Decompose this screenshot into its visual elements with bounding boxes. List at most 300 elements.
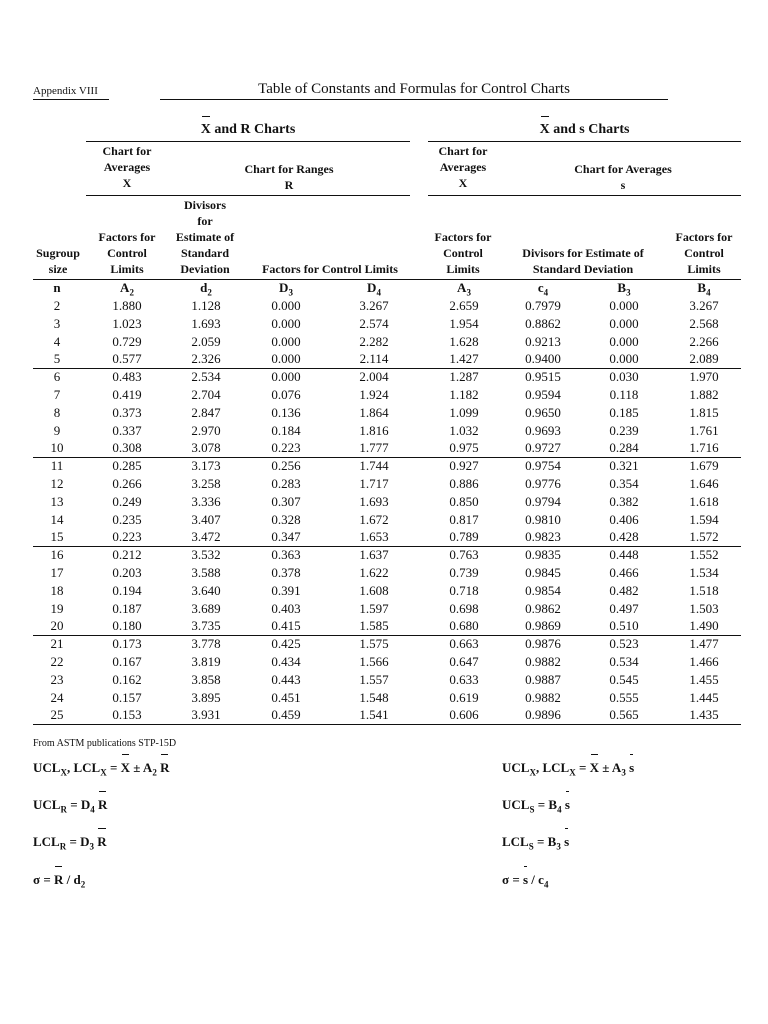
formula-part: ± A [599,760,622,775]
cell-a3: 0.886 [449,476,479,491]
cell-a2: 0.729 [112,333,142,349]
cell-d2: 2.847 [191,404,221,420]
cell-d3: 0.363 [271,547,301,563]
cell-d2: 2.704 [191,387,221,402]
cell-n: 23 [50,671,64,687]
symbol-c4 [503,280,583,298]
title-underline [160,99,668,100]
symbol-subscript: 3 [288,287,293,298]
cell-n: 13 [50,493,64,509]
header-factors-control-limits: Factors for Control Limits [262,262,398,276]
table-row [33,316,741,334]
header-line: Divisors [184,198,226,212]
cell-b3: 0.000 [609,351,639,367]
symbol-letter: A [120,280,130,295]
cell-c4: 0.9854 [525,582,561,598]
cell-d3: 0.434 [271,654,301,669]
cell-d2: 3.858 [191,671,221,687]
cell-b3: 0.482 [609,582,639,598]
cell-c4: 0.9823 [525,529,561,545]
cell-d2: 1.128 [191,298,221,313]
cell-b4: 1.618 [689,493,719,509]
cell-a2: 0.337 [112,422,142,438]
header-line: Control [443,246,483,260]
header-factors-a2 [86,229,168,277]
header-line: Chart for [102,144,152,158]
cell-a2: 0.203 [112,565,142,580]
cell-d4: 2.282 [359,333,389,349]
formula-part: = B [533,834,557,849]
formula-part: UCL [33,797,61,812]
formula-sub: R [60,804,67,815]
formula-part: ± A [130,760,153,775]
header-divisors-d2 [168,197,242,277]
cell-a2: 0.249 [112,493,142,509]
cell-b4: 1.518 [689,582,719,598]
table-row [33,565,741,583]
cell-c4: 0.9882 [525,654,561,669]
cell-c4: 0.9869 [525,618,561,634]
symbol-d2 [166,280,246,298]
cell-n: 18 [50,582,64,598]
cell-b3: 0.510 [609,618,639,634]
symbol-d3 [246,280,326,298]
header-line: Sugroup [36,246,80,260]
formula-ucl-lcl-x-s [502,760,634,778]
cell-b4: 3.267 [689,298,719,313]
cell-d2: 3.931 [191,707,221,723]
cell-d3: 0.256 [271,458,301,474]
table-row [33,387,741,405]
cell-b3: 0.185 [609,404,639,420]
formula-part: UCL [502,760,530,775]
cell-d3: 0.136 [271,404,301,420]
cell-d2: 3.532 [191,547,221,563]
header-line: Chart for [438,144,488,158]
table-row [33,458,741,476]
formula-part: / d [63,872,81,887]
cell-d2: 3.258 [191,476,221,491]
cell-d3: 0.000 [271,351,301,367]
header-line: Factors for [98,230,156,244]
cell-a3: 1.427 [449,351,479,367]
cell-b3: 0.000 [609,315,639,331]
table-row [33,583,741,601]
cell-b3: 0.448 [609,547,639,563]
cell-n: 11 [50,458,64,474]
cell-d3: 0.184 [271,422,301,438]
formula-sub: 4 [90,804,95,815]
header-chart-averages-x [86,143,168,191]
cell-d4: 1.717 [359,476,389,491]
formula-part: = D [66,834,90,849]
cell-d2: 2.059 [191,333,221,349]
cell-c4: 0.9594 [525,387,561,402]
cell-a2: 0.577 [112,351,142,367]
cell-d3: 0.443 [271,671,301,687]
header-line: Averages [439,160,487,174]
cell-b3: 0.118 [609,387,639,402]
cell-a2: 0.167 [112,654,142,669]
symbol-a3 [424,280,504,298]
symbol-letter: c [537,280,544,295]
cell-d2: 3.735 [191,618,221,634]
cell-a3: 0.633 [449,671,479,687]
cell-b4: 1.466 [689,654,719,669]
cell-n: 14 [50,511,64,527]
cell-d4: 1.693 [359,493,389,509]
cell-b4: 1.455 [689,671,719,687]
cell-b4: 1.435 [689,707,719,723]
cell-b3: 0.000 [609,298,639,313]
cell-b4: 1.477 [689,636,719,652]
header-line: s [620,178,626,192]
cell-n: 16 [50,547,64,563]
cell-d3: 0.223 [271,440,301,456]
formula-part: / c [528,872,544,887]
header-line: X [122,176,132,190]
cell-d3: 0.425 [271,636,301,652]
cell-d4: 1.548 [359,689,389,705]
formula-sbar: s [522,872,529,887]
cell-c4: 0.9400 [525,351,561,367]
cell-b3: 0.321 [609,458,639,474]
formula-sub: X [60,767,67,778]
cell-a3: 0.817 [449,511,479,527]
cell-b4: 2.266 [689,333,719,349]
symbol-subscript: 2 [129,287,134,298]
cell-d4: 1.816 [359,422,389,438]
cell-b4: 1.552 [689,547,719,563]
cell-b3: 0.523 [609,636,639,652]
formula-part: UCL [33,760,61,775]
cell-b4: 1.761 [689,422,719,438]
cell-c4: 0.9754 [525,458,561,474]
cell-a3: 0.718 [449,582,479,598]
table-group-rule [33,368,741,369]
formula-rbar: R [97,834,107,849]
cell-d3: 0.403 [271,600,301,616]
cell-d4: 1.575 [359,636,389,652]
cell-a2: 0.419 [112,387,142,402]
cell-b4: 1.679 [689,458,719,474]
cell-b3: 0.406 [609,511,639,527]
cell-d3: 0.076 [271,387,301,402]
cell-a3: 2.659 [449,298,479,313]
table-row [33,512,741,530]
cell-a2: 0.162 [112,671,142,687]
cell-a3: 0.763 [449,547,479,563]
formula-part: UCL [502,797,530,812]
formula-sub: S [529,804,535,815]
xr-title-text: and R Charts [210,122,296,137]
cell-n: 3 [53,315,61,331]
xs-title-text: and s Charts [549,122,630,137]
cell-n: 7 [53,387,61,402]
cell-d4: 2.114 [359,351,389,367]
cell-c4: 0.9650 [525,404,561,420]
cell-d4: 1.864 [359,404,389,420]
cell-b4: 1.716 [689,440,719,456]
formula-ucl-lcl-x-r [33,760,169,778]
cell-b4: 2.089 [689,351,719,367]
cell-a2: 0.212 [112,547,142,563]
cell-a2: 0.223 [112,529,142,545]
formula-part: = [106,760,121,775]
cell-d3: 0.328 [271,511,301,527]
cell-d2: 3.588 [191,565,221,580]
cell-n: 8 [53,404,61,420]
cell-b3: 0.565 [609,707,639,723]
cell-d3: 0.347 [271,529,301,545]
appendix-underline [33,99,109,100]
cell-a3: 0.606 [449,707,479,723]
symbol-subscript: 3 [466,287,471,298]
formula-sub: 3 [621,767,626,778]
symbol-letter: D [367,280,377,295]
cell-d3: 0.000 [271,315,301,331]
cell-n: 21 [50,636,64,652]
formula-sub: 2 [80,879,86,890]
cell-b4: 1.646 [689,476,719,491]
header-line: Limits [110,262,144,276]
cell-a3: 1.628 [449,333,479,349]
cell-b4: 1.534 [689,565,719,580]
symbol-subscript: 4 [376,287,381,298]
table-row [33,334,741,352]
symbol-b4 [664,280,744,298]
cell-c4: 0.9213 [525,333,561,349]
cell-a2: 0.157 [112,689,142,705]
cell-n: 22 [50,654,64,669]
cell-a2: 0.187 [112,600,142,616]
cell-d2: 3.778 [191,636,221,652]
cell-a3: 0.680 [449,618,479,634]
formula-rbar: R [53,872,64,887]
cell-c4: 0.9776 [525,476,561,491]
formula-part: = B [534,797,558,812]
cell-d2: 3.078 [191,440,221,456]
cell-b4: 1.490 [689,618,719,634]
xbar-symbol: X [539,122,550,137]
xr-subheader-rule [86,195,410,196]
cell-d3: 0.459 [271,707,301,723]
cell-n: 5 [53,351,61,367]
cell-a2: 0.173 [112,636,142,652]
cell-n: 19 [50,600,64,616]
formula-part: LCL [33,834,60,849]
cell-a2: 1.023 [112,315,142,331]
header-line: Control [684,246,724,260]
formula-part: = [575,760,590,775]
cell-b3: 0.239 [609,422,639,438]
header-chart-ranges [168,161,410,193]
formula-ucl-s [502,797,570,815]
cell-a3: 0.927 [449,458,479,474]
cell-d2: 3.895 [191,689,221,705]
page-title: Table of Constants and Formulas for Control Charts [258,81,570,97]
header-factors-a3 [428,229,498,277]
cell-b3: 0.545 [609,671,639,687]
cell-d3: 0.307 [271,493,301,509]
cell-b3: 0.428 [609,529,639,545]
table-row [33,529,741,547]
cell-b3: 0.284 [609,440,639,456]
header-line: R [284,178,294,192]
cell-b4: 1.572 [689,529,719,545]
table-row [33,654,741,672]
cell-d3: 0.391 [271,582,301,598]
header-line: Divisors for Estimate of [522,246,644,260]
cell-c4: 0.9810 [525,511,561,527]
symbol-subscript: 3 [626,287,631,298]
cell-a3: 1.954 [449,315,479,331]
table-group-rule [33,457,741,458]
cell-a2: 0.373 [112,404,142,420]
header-line: Standard [180,246,230,260]
cell-b3: 0.382 [609,493,639,509]
symbol-d4 [334,280,414,298]
cell-b3: 0.354 [609,476,639,491]
cell-n: 24 [50,689,64,705]
table-group-rule [33,724,741,725]
cell-b4: 1.445 [689,689,719,705]
cell-d3: 0.451 [271,689,301,705]
symbol-letter: B [617,280,627,295]
formula-rbar: R [160,760,170,775]
symbol-letter: d [200,280,208,295]
table-row [33,351,741,369]
cell-c4: 0.9845 [525,565,561,580]
cell-d3: 0.283 [271,476,301,491]
cell-c4: 0.9862 [525,600,561,616]
header-line: Estimate of [175,230,235,244]
cell-a2: 0.180 [112,618,142,634]
cell-d2: 3.689 [191,600,221,616]
header-line: size [48,262,68,276]
header-line: Limits [687,262,721,276]
formula-sub: 4 [543,879,549,890]
cell-c4: 0.8862 [525,315,561,331]
xs-subheader-rule [428,195,741,196]
cell-a3: 0.698 [449,600,479,616]
symbol-b3 [584,280,664,298]
header-divisors-c4 [508,245,658,277]
formula-sbar: s [629,760,635,775]
cell-d2: 3.640 [191,582,221,598]
table-header-rule [33,279,741,280]
xr-charts-title [86,122,410,138]
cell-c4: 0.9887 [525,671,561,687]
appendix-label: Appendix VIII [33,85,98,97]
cell-n: 4 [53,333,61,349]
cell-d4: 1.924 [359,387,389,402]
cell-b4: 1.815 [689,404,719,420]
symbol-letter: D [279,280,289,295]
header-line: X [458,176,468,190]
cell-b3: 0.030 [609,369,639,385]
cell-d2: 2.970 [191,422,221,438]
header-line: Factors for [434,230,492,244]
table-row [33,476,741,494]
formula-sub: 2 [152,767,157,778]
formula-xbar: X [589,760,599,775]
formula-sbar: s [564,834,570,849]
table-row [33,601,741,619]
cell-a2: 0.266 [112,476,142,491]
cell-d4: 1.541 [359,707,389,723]
cell-a3: 0.647 [449,654,479,669]
cell-a3: 1.287 [449,369,479,385]
cell-n: 17 [50,565,64,580]
header-line: Chart for Ranges [244,162,334,176]
header-factors-b4 [666,229,742,277]
formula-sub: R [59,841,67,852]
formula-sub: X [100,767,107,778]
cell-n: 10 [50,440,64,456]
cell-b4: 1.882 [689,387,719,402]
cell-b3: 0.497 [609,600,639,616]
cell-d3: 0.000 [271,369,301,385]
formula-part: , LCL [66,760,101,775]
table-row [33,690,741,708]
cell-a2: 0.483 [112,369,142,385]
cell-d4: 1.557 [359,671,389,687]
table-row [33,547,741,565]
table-row [33,494,741,512]
cell-c4: 0.9794 [525,493,561,509]
cell-d4: 1.744 [359,458,389,474]
formula-rbar: R [98,797,108,812]
formula-ucl-r [33,797,107,815]
header-line: Chart for Averages [574,162,672,176]
formula-part: σ = [502,872,523,887]
cell-a2: 0.308 [112,440,142,456]
xs-charts-title [428,122,741,138]
source-note: From ASTM publications STP-15D [33,738,177,749]
cell-b3: 0.000 [609,333,639,349]
cell-a3: 0.663 [449,636,479,652]
cell-d2: 3.819 [191,654,221,669]
cell-d4: 1.585 [359,618,389,634]
cell-d4: 1.672 [359,511,389,527]
table-row [33,618,741,636]
table-group-rule [33,546,741,547]
formula-lcl-s [502,834,569,852]
cell-d3: 0.000 [271,333,301,349]
table-group-rule [33,635,741,636]
table-row [33,405,741,423]
xbar-symbol: X [200,122,211,137]
cell-a3: 1.182 [449,387,479,402]
formula-sigma-r [33,872,85,890]
xs-group-rule [428,141,741,142]
cell-d4: 1.777 [359,440,389,456]
cell-d4: 1.622 [359,565,389,580]
cell-n: 25 [50,707,64,723]
cell-b4: 1.970 [689,369,719,385]
cell-a3: 1.032 [449,422,479,438]
table-row [33,423,741,441]
cell-d2: 3.407 [191,511,221,527]
cell-b3: 0.555 [609,689,639,705]
cell-a2: 1.880 [112,298,142,313]
header-line: Factors for [675,230,733,244]
cell-c4: 0.9896 [525,707,561,723]
formula-sbar: s [564,797,570,812]
formula-part: , LCL [535,760,570,775]
cell-c4: 0.9882 [525,689,561,705]
